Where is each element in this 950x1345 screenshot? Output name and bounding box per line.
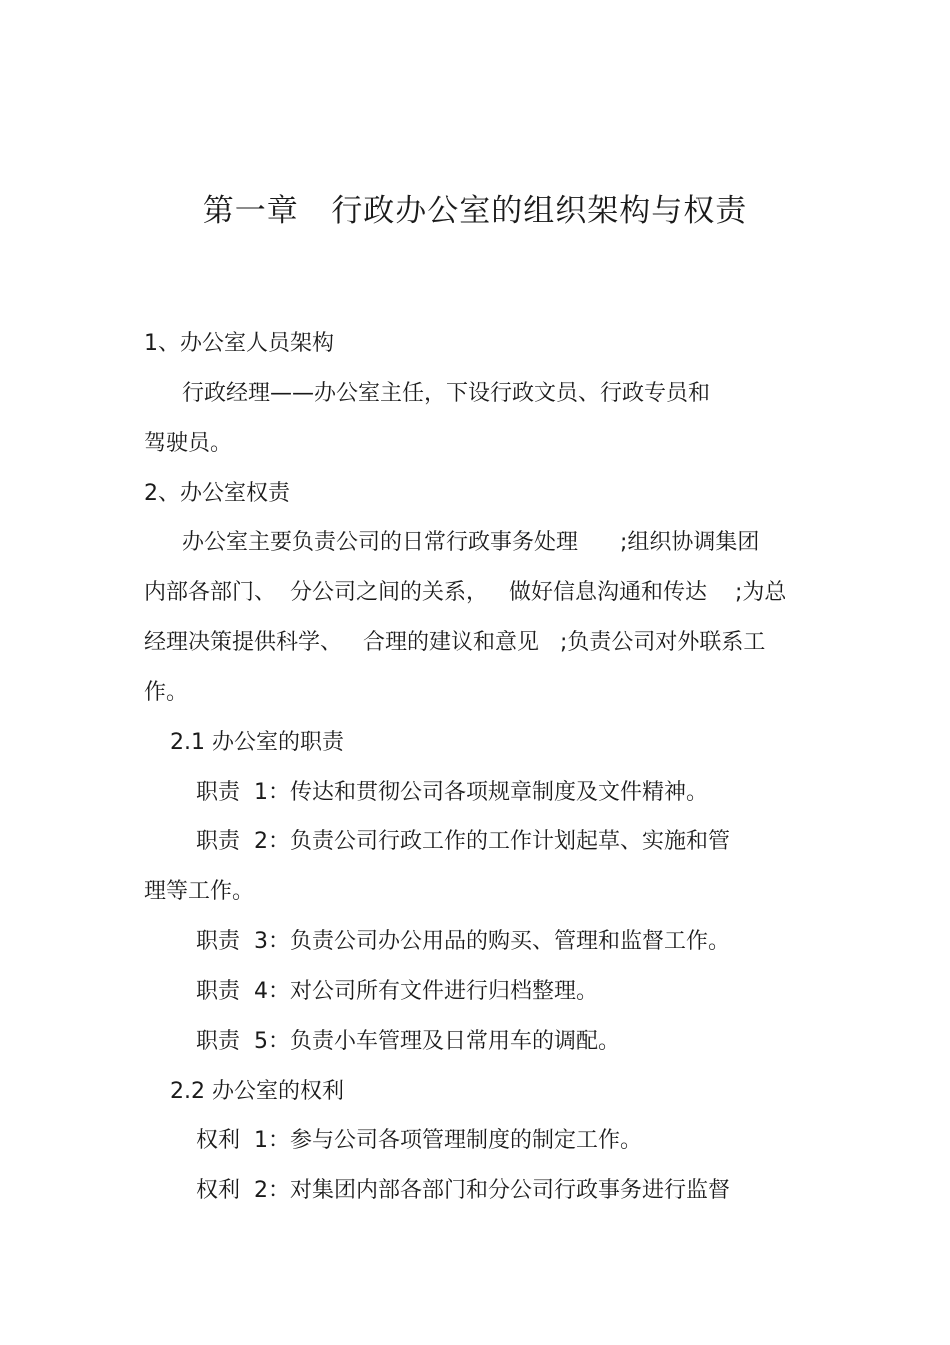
section-heading: 1、办公室人员架构	[144, 331, 334, 356]
list-item: 职责 5：负责小车管理及日常用车的调配。	[196, 1029, 620, 1054]
list-item: 职责 3：负责公司办公用品的购买、管理和监督工作。	[196, 929, 730, 954]
chapter-title: 第一章 行政办公室的组织架构与权责	[202, 193, 748, 229]
list-item: 职责 1：传达和贯彻公司各项规章制度及文件精神。	[196, 780, 708, 805]
list-item: 权利 1：参与公司各项管理制度的制定工作。	[196, 1128, 642, 1153]
paragraph-line: 驾驶员。	[144, 431, 233, 456]
paragraph-line: 行政经理——办公室主任，下设行政文员、行政专员和	[182, 381, 711, 406]
list-item: 权利 2：对集团内部各部门和分公司行政事务进行监督	[196, 1178, 730, 1203]
paragraph-line: 作。	[144, 680, 189, 705]
subsection-heading: 2.2 办公室的权利	[170, 1079, 344, 1104]
list-item: 职责 2：负责公司行政工作的工作计划起草、实施和管	[196, 829, 730, 854]
paragraph-line: 理等工作。	[144, 879, 255, 904]
paragraph-line: 内部各部门、 分公司之间的关系， 做好信息沟通和传达 ;为总	[144, 580, 787, 605]
paragraph-line: 办公室主要负责公司的日常行政事务处理 ;组织协调集团	[182, 530, 760, 555]
section-heading: 2、办公室权责	[144, 481, 290, 506]
list-item: 职责 4：对公司所有文件进行归档整理。	[196, 979, 598, 1004]
subsection-heading: 2.1 办公室的职责	[170, 730, 344, 755]
paragraph-line: 经理决策提供科学、 合理的建议和意见 ;负责公司对外联系工	[144, 630, 766, 655]
